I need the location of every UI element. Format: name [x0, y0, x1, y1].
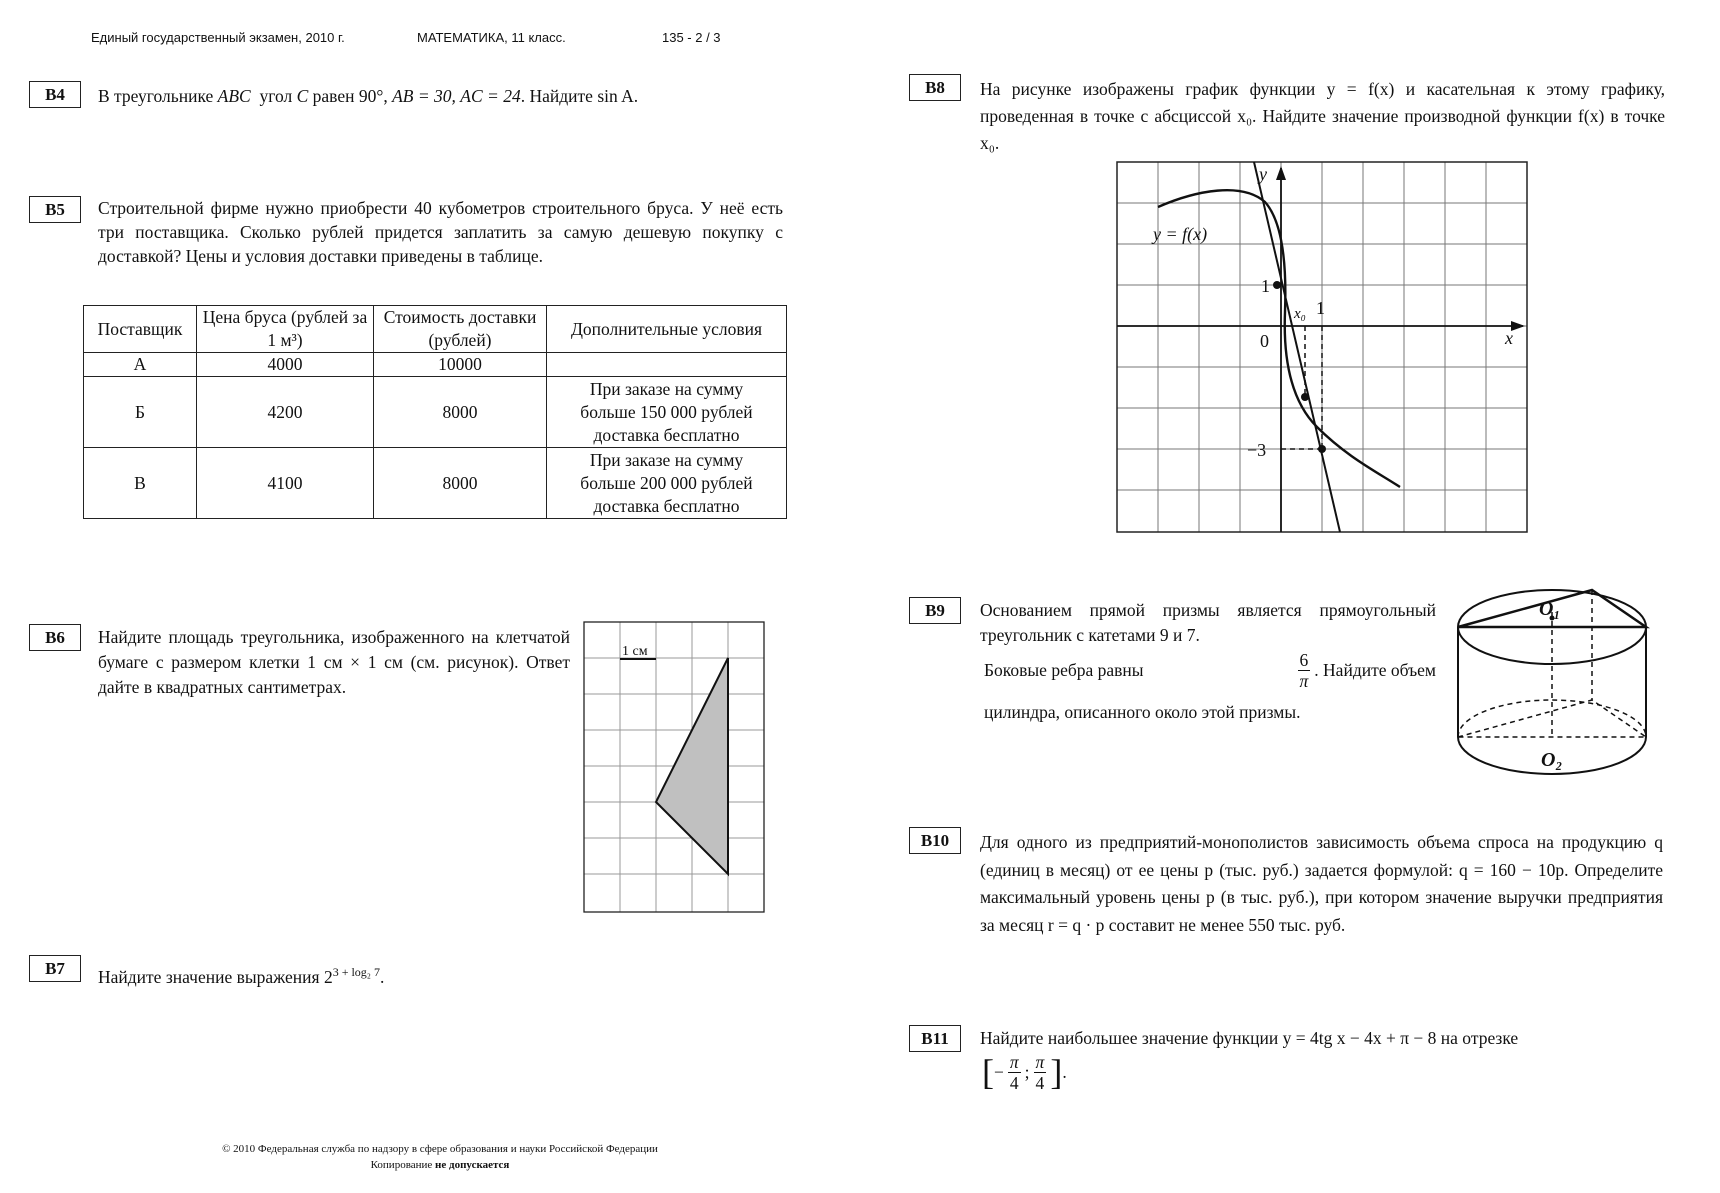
b4-sin: sin A. [597, 86, 639, 106]
b11-text: Найдите наибольшее значение функции y = 4tg x − 4x + π − 8 на отрезке [980, 1028, 1519, 1048]
b6-grid-figure [584, 622, 766, 914]
b8-y-arrow [1276, 166, 1286, 180]
cell-conditions [547, 353, 787, 377]
b8-x-arrow [1511, 321, 1525, 331]
b4-ab: AB = 30, [392, 86, 456, 106]
b8-y-label: y [1259, 164, 1267, 184]
b6-text: Найдите площадь треугольника, изображенного на клетчатой бумаге с размером клетки 1 см × 1 см (см. рисунок). Ответ дайте в квадратных сантиметрах. [98, 627, 570, 697]
b7-base: 2 [323, 966, 333, 987]
b4-t3: равен 90°, [312, 86, 388, 106]
header-subject: МАТЕМАТИКА, 11 класс. [417, 30, 566, 45]
cell-conditions: При заказе на сумму больше 200 000 рублей доставка бесплатно [547, 448, 787, 519]
b11-four2: 4 [1035, 1073, 1045, 1093]
cell-price: 4000 [197, 353, 374, 377]
b8-x0-label: x₀ [1294, 306, 1306, 322]
b5-text: Строительной фирме нужно приобрести 40 кубометров строительного бруса. У неё есть три поставщика. Сколько рублей придется заплатить за самую дешевую покупку с доставкой? Цены и условия доставки приведены в таблице. [98, 198, 783, 266]
b8-minus3: −3 [1247, 440, 1267, 460]
task-tag-b10: B10 [909, 827, 961, 854]
b9-num: 6 [1299, 650, 1309, 670]
b9-text2 [984, 650, 1436, 691]
b9-text1: Основанием прямой призмы является прямоугольный треугольник с катетами 9 и 7. [980, 600, 1436, 645]
table-row [84, 353, 787, 377]
b4-abc: ABC [217, 86, 251, 106]
table-row [84, 448, 787, 519]
cell-delivery: 8000 [374, 448, 547, 519]
b4-ac: AC = 24 [460, 86, 521, 106]
b8-text: На рисунке изображены график функции y = f(x) и касательная к этому графику, проведенная в точке с абсциссой x₀. Найдите значение производной функции f(x) в точке x₀. [980, 79, 1665, 153]
b8-fx-label: y = f(x) [1153, 224, 1208, 244]
task-tag-b8: B8 [909, 74, 961, 101]
col-delivery: Стоимость доставки (рублей) [374, 306, 547, 353]
b11-frac2 [1034, 1052, 1047, 1093]
footer-copy: Копирование [370, 1159, 433, 1171]
footer-line2 [140, 1157, 740, 1173]
b4-t4: . Найдите [520, 86, 593, 106]
header-exam: Единый государственный экзамен, 2010 г. [91, 30, 345, 45]
b7-text [98, 960, 384, 990]
b8-one-y: 1 [1261, 276, 1270, 296]
b6-scale-label: 1 см [622, 644, 648, 659]
b9-den: π [1299, 671, 1309, 691]
cell-price: 4100 [197, 448, 374, 519]
b11-end: . [1062, 1062, 1067, 1082]
b9-t2a: Боковые ребра равны [984, 660, 1144, 680]
table-header-row [84, 306, 787, 353]
cell-supplier: В [84, 448, 197, 519]
header-page: 135 - 2 / 3 [662, 30, 721, 45]
cell-delivery: 10000 [374, 353, 547, 377]
b11-bracket-left: [ [982, 1052, 994, 1092]
cell-delivery: 8000 [374, 377, 547, 448]
b11-pi1: π [1009, 1052, 1019, 1072]
b11-four1: 4 [1009, 1073, 1019, 1093]
b4-t1: В треугольнике [98, 86, 214, 106]
b4-text [98, 84, 638, 109]
b8-x-label: x [1505, 328, 1513, 348]
b4-t2: угол [259, 86, 293, 106]
task-tag-b4: B4 [29, 81, 81, 108]
b8-one-x: 1 [1316, 298, 1325, 318]
footer-forbidden: не допускается [435, 1159, 510, 1171]
b7-t1: Найдите значение выражения [98, 966, 320, 987]
col-conditions: Дополнительные условия [547, 306, 787, 353]
cell-price: 4200 [197, 377, 374, 448]
b7-exp: 3 + log₂ 7 [332, 965, 380, 979]
col-supplier: Поставщик [84, 306, 197, 353]
cell-supplier: А [84, 353, 197, 377]
b11-interval [982, 1052, 1067, 1093]
task-tag-b9: B9 [909, 597, 961, 624]
supplier-table [83, 305, 787, 519]
cell-supplier: Б [84, 377, 197, 448]
b11-sep: ; [1024, 1062, 1030, 1082]
b9-cylinder-figure [1455, 582, 1655, 782]
b9-o1-label: O₁ [1539, 598, 1561, 620]
task-tag-b6: B6 [29, 624, 81, 651]
footer [140, 1141, 740, 1173]
col-price: Цена бруса (рублей за 1 м³) [197, 306, 374, 353]
b11-pi2: π [1035, 1052, 1045, 1072]
task-tag-b11: B11 [909, 1025, 961, 1052]
b8-zero: 0 [1260, 331, 1269, 351]
cell-conditions: При заказе на сумму больше 150 000 рублей доставка бесплатно [547, 377, 787, 448]
b11-minus: − [994, 1062, 1004, 1082]
b8-point-x1 [1318, 445, 1326, 453]
task-tag-b7: B7 [29, 955, 81, 982]
b8-point-x0 [1301, 393, 1309, 401]
b8-point-y1 [1273, 281, 1281, 289]
b9-text3: цилиндра, описанного около этой призмы. [984, 702, 1301, 722]
b9-t2b: . Найдите объем [1314, 660, 1436, 680]
b4-c: C [296, 86, 309, 106]
b10-text: Для одного из предприятий-монополистов зависимость объема спроса на продукцию q (единиц в месяц) от ее цены p (тыс. руб.) задается формулой: q = 160 − 10p. Определите максимальный уровень цены p (в тыс. руб.), при котором значение выручки предприятия за месяц r = q · p составит не менее 550 тыс. руб. [980, 832, 1663, 935]
b8-graph [1117, 162, 1529, 534]
b9-o2-label: O₂ [1541, 749, 1563, 771]
table-row [84, 377, 787, 448]
task-tag-b5: B5 [29, 196, 81, 223]
b11-frac1 [1008, 1052, 1021, 1093]
b7-end: . [379, 966, 385, 987]
b9-fraction [1298, 650, 1311, 691]
footer-line1: © 2010 Федеральная служба по надзору в сфере образования и науки Российской Федерации [222, 1143, 658, 1155]
b11-bracket-right: ] [1050, 1052, 1063, 1092]
